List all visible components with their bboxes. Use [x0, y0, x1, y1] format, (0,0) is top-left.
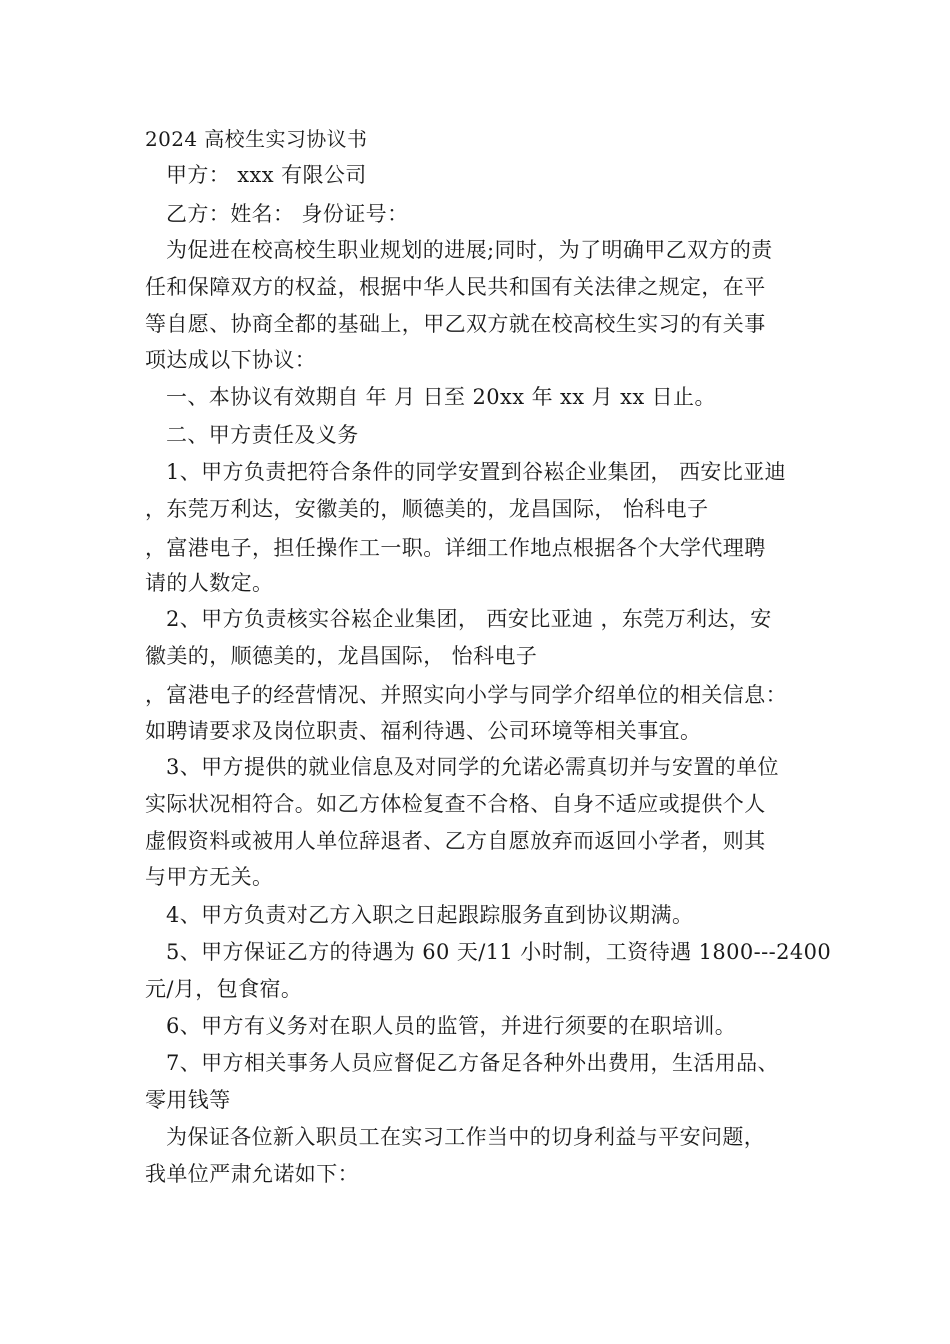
body-line: 如聘请要求及岗位职责、福利待遇、公司环境等相关事宜。: [145, 719, 702, 743]
body-line: 虚假资料或被用人单位辞退者、乙方自愿放弃而返回小学者，则其: [145, 829, 766, 853]
body-line: 3、甲方提供的就业信息及对同学的允诺必需真切并与安置的单位: [166, 755, 779, 779]
document-title: 2024 高校生实习协议书: [145, 127, 368, 151]
body-line: 为促进在校高校生职业规划的进展;同时，为了明确甲乙双方的责: [166, 238, 773, 262]
body-line: 与甲方无关。: [145, 865, 274, 889]
body-line: 6、甲方有义务对在职人员的监管，并进行须要的在职培训。: [166, 1014, 737, 1038]
body-line: 项达成以下协议：: [145, 348, 317, 372]
body-line: ，东莞万利达，安徽美的，顺德美的，龙昌国际， 怡科电子: [145, 497, 709, 521]
clause-heading: 一、本协议有效期自 年 月 日至 20xx 年 xx 月 xx 日止。: [166, 385, 716, 409]
body-line: 4、甲方负责对乙方入职之日起跟踪服务直到协议期满。: [166, 903, 694, 927]
section-heading: 二、甲方责任及义务: [166, 423, 359, 447]
body-line: ，富港电子，担任操作工一职。详细工作地点根据各个大学代理聘: [145, 536, 766, 560]
body-line: 请的人数定。: [145, 571, 274, 595]
body-line: 实际状况相符合。如乙方体检复查不合格、自身不适应或提供个人: [145, 792, 766, 816]
party-b-line: 乙方：姓名： 身份证号：: [166, 202, 409, 226]
body-line: 我单位严肃允诺如下：: [145, 1162, 359, 1186]
body-line: 零用钱等: [145, 1088, 231, 1112]
body-line: 任和保障双方的权益，根据中华人民共和国有关法律之规定，在平: [145, 275, 766, 299]
body-line: 等自愿、协商全都的基础上，甲乙双方就在校高校生实习的有关事: [145, 312, 766, 336]
body-line: 2、甲方负责核实谷崧企业集团， 西安比亚迪 ，东莞万利达，安: [166, 607, 772, 631]
body-line: 元/月，包食宿。: [145, 977, 303, 1001]
body-line: ，富港电子的经营情况、并照实向小学与同学介绍单位的相关信息：: [145, 683, 787, 707]
body-line: 徽美的，顺德美的，龙昌国际， 怡科电子: [145, 644, 538, 668]
body-line: 1、甲方负责把符合条件的同学安置到谷崧企业集团， 西安比亚迪: [166, 460, 787, 484]
body-line: 为保证各位新入职员工在实习工作当中的切身利益与平安问题，: [166, 1125, 766, 1149]
body-line: 7、甲方相关事务人员应督促乙方备足各种外出费用，生活用品、: [166, 1051, 779, 1075]
body-line: 5、甲方保证乙方的待遇为 60 天/11 小时制，工资待遇 1800---2400: [166, 940, 832, 964]
party-a-line: 甲方： xxx 有限公司: [166, 163, 367, 187]
